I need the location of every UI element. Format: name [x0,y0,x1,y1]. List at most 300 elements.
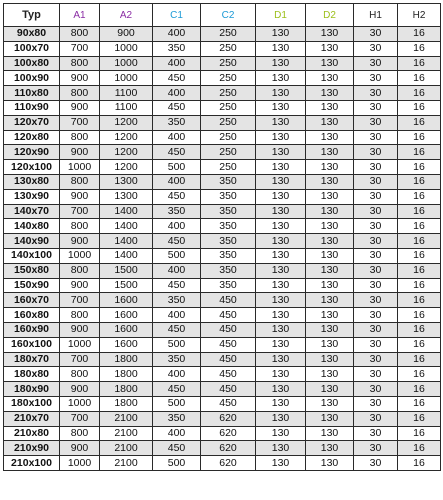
value-cell: 16 [398,411,441,426]
value-cell: 130 [256,426,306,441]
value-cell: 800 [60,56,100,71]
value-cell: 620 [201,411,256,426]
value-cell: 400 [153,86,201,101]
value-cell: 16 [398,263,441,278]
value-cell: 130 [306,100,354,115]
value-cell: 16 [398,145,441,160]
value-cell: 1000 [100,41,153,56]
value-cell: 130 [256,382,306,397]
column-header-c2: C2 [201,4,256,27]
table-row [4,248,441,263]
value-cell: 130 [306,293,354,308]
type-cell: 130x80 [4,174,60,189]
value-cell: 30 [354,219,398,234]
table-row [4,322,441,337]
value-cell: 900 [60,145,100,160]
value-cell: 130 [256,411,306,426]
value-cell: 1300 [100,174,153,189]
value-cell: 2100 [100,426,153,441]
table-row [4,130,441,145]
value-cell: 350 [153,204,201,219]
value-cell: 500 [153,396,201,411]
value-cell: 130 [256,189,306,204]
column-header-typ: Typ [4,4,60,27]
column-header-h2: H2 [398,4,441,27]
value-cell: 130 [306,145,354,160]
value-cell: 30 [354,382,398,397]
value-cell: 16 [398,426,441,441]
value-cell: 1600 [100,293,153,308]
value-cell: 130 [306,248,354,263]
value-cell: 130 [306,278,354,293]
value-cell: 350 [153,411,201,426]
value-cell: 250 [201,115,256,130]
type-cell: 180x100 [4,396,60,411]
value-cell: 30 [354,352,398,367]
value-cell: 1800 [100,352,153,367]
table-row [4,71,441,86]
value-cell: 350 [201,278,256,293]
type-cell: 160x70 [4,293,60,308]
table-row [4,263,441,278]
value-cell: 16 [398,278,441,293]
value-cell: 450 [153,71,201,86]
value-cell: 130 [306,86,354,101]
value-cell: 450 [153,234,201,249]
value-cell: 900 [60,382,100,397]
type-cell: 100x90 [4,71,60,86]
value-cell: 30 [354,41,398,56]
value-cell: 350 [153,115,201,130]
value-cell: 700 [60,204,100,219]
value-cell: 16 [398,352,441,367]
value-cell: 900 [60,322,100,337]
value-cell: 30 [354,130,398,145]
table-row [4,382,441,397]
value-cell: 130 [256,204,306,219]
value-cell: 450 [201,322,256,337]
value-cell: 130 [256,308,306,323]
value-cell: 400 [153,219,201,234]
value-cell: 800 [60,174,100,189]
value-cell: 350 [201,219,256,234]
type-cell: 150x90 [4,278,60,293]
value-cell: 400 [153,27,201,42]
value-cell: 1000 [60,160,100,175]
value-cell: 450 [201,308,256,323]
table-row [4,456,441,471]
dimension-table [3,3,441,471]
value-cell: 16 [398,189,441,204]
value-cell: 800 [60,27,100,42]
value-cell: 1000 [100,56,153,71]
type-cell: 120x90 [4,145,60,160]
value-cell: 1500 [100,263,153,278]
value-cell: 30 [354,174,398,189]
value-cell: 250 [201,56,256,71]
type-cell: 90x80 [4,27,60,42]
value-cell: 800 [60,219,100,234]
value-cell: 16 [398,248,441,263]
value-cell: 1200 [100,115,153,130]
value-cell: 130 [256,41,306,56]
table-row [4,308,441,323]
table-row [4,293,441,308]
column-header-c1: C1 [153,4,201,27]
value-cell: 16 [398,219,441,234]
value-cell: 1400 [100,234,153,249]
value-cell: 130 [256,441,306,456]
value-cell: 16 [398,308,441,323]
column-header-d1: D1 [256,4,306,27]
value-cell: 450 [201,352,256,367]
value-cell: 620 [201,426,256,441]
value-cell: 2100 [100,456,153,471]
type-cell: 100x80 [4,56,60,71]
value-cell: 450 [153,441,201,456]
table-header [4,4,441,27]
value-cell: 450 [201,337,256,352]
value-cell: 130 [306,352,354,367]
value-cell: 30 [354,234,398,249]
value-cell: 30 [354,100,398,115]
value-cell: 16 [398,396,441,411]
value-cell: 900 [60,441,100,456]
value-cell: 130 [306,322,354,337]
value-cell: 1600 [100,337,153,352]
type-cell: 110x90 [4,100,60,115]
value-cell: 130 [256,456,306,471]
value-cell: 30 [354,308,398,323]
value-cell: 1600 [100,322,153,337]
value-cell: 130 [306,382,354,397]
table-row [4,337,441,352]
type-cell: 180x70 [4,352,60,367]
value-cell: 700 [60,41,100,56]
value-cell: 350 [153,41,201,56]
value-cell: 130 [256,322,306,337]
table-row [4,189,441,204]
table-row [4,56,441,71]
value-cell: 1800 [100,396,153,411]
value-cell: 16 [398,234,441,249]
type-cell: 210x100 [4,456,60,471]
value-cell: 1300 [100,189,153,204]
table-row [4,174,441,189]
value-cell: 1100 [100,100,153,115]
value-cell: 130 [306,396,354,411]
type-cell: 140x80 [4,219,60,234]
value-cell: 450 [153,100,201,115]
value-cell: 130 [256,145,306,160]
value-cell: 450 [153,189,201,204]
value-cell: 30 [354,322,398,337]
value-cell: 900 [60,234,100,249]
value-cell: 30 [354,71,398,86]
type-cell: 130x90 [4,189,60,204]
value-cell: 30 [354,367,398,382]
value-cell: 130 [256,219,306,234]
value-cell: 1400 [100,219,153,234]
value-cell: 130 [256,56,306,71]
value-cell: 900 [100,27,153,42]
value-cell: 30 [354,248,398,263]
value-cell: 16 [398,337,441,352]
value-cell: 400 [153,56,201,71]
value-cell: 500 [153,337,201,352]
value-cell: 30 [354,27,398,42]
value-cell: 130 [256,263,306,278]
value-cell: 250 [201,71,256,86]
value-cell: 2100 [100,411,153,426]
value-cell: 16 [398,115,441,130]
value-cell: 30 [354,426,398,441]
table-row [4,396,441,411]
value-cell: 1000 [60,396,100,411]
value-cell: 16 [398,367,441,382]
table-row [4,441,441,456]
value-cell: 130 [306,263,354,278]
table-row [4,100,441,115]
column-header-h1: H1 [354,4,398,27]
value-cell: 130 [306,204,354,219]
value-cell: 16 [398,456,441,471]
value-cell: 30 [354,204,398,219]
value-cell: 900 [60,100,100,115]
table-row [4,27,441,42]
value-cell: 1400 [100,204,153,219]
table-row [4,219,441,234]
value-cell: 130 [256,27,306,42]
value-cell: 130 [256,174,306,189]
value-cell: 700 [60,293,100,308]
value-cell: 250 [201,130,256,145]
value-cell: 250 [201,27,256,42]
value-cell: 350 [153,293,201,308]
value-cell: 130 [306,115,354,130]
table-row [4,234,441,249]
value-cell: 130 [256,100,306,115]
value-cell: 800 [60,130,100,145]
type-cell: 210x70 [4,411,60,426]
value-cell: 130 [256,86,306,101]
value-cell: 450 [153,322,201,337]
type-cell: 140x70 [4,204,60,219]
value-cell: 30 [354,441,398,456]
value-cell: 130 [306,41,354,56]
value-cell: 1000 [60,248,100,263]
value-cell: 130 [306,426,354,441]
column-header-a1: A1 [60,4,100,27]
value-cell: 1400 [100,248,153,263]
table-body [4,27,441,471]
value-cell: 30 [354,160,398,175]
type-cell: 140x90 [4,234,60,249]
value-cell: 250 [201,145,256,160]
value-cell: 130 [256,71,306,86]
value-cell: 130 [306,130,354,145]
type-cell: 210x90 [4,441,60,456]
value-cell: 450 [153,278,201,293]
value-cell: 130 [306,27,354,42]
value-cell: 700 [60,115,100,130]
value-cell: 900 [60,189,100,204]
value-cell: 30 [354,189,398,204]
table-row [4,160,441,175]
table-row [4,204,441,219]
value-cell: 130 [306,441,354,456]
value-cell: 130 [306,219,354,234]
value-cell: 16 [398,441,441,456]
value-cell: 130 [256,130,306,145]
value-cell: 250 [201,86,256,101]
type-cell: 160x80 [4,308,60,323]
value-cell: 400 [153,308,201,323]
value-cell: 30 [354,293,398,308]
value-cell: 16 [398,382,441,397]
value-cell: 450 [201,396,256,411]
value-cell: 1000 [60,337,100,352]
value-cell: 130 [306,456,354,471]
value-cell: 350 [201,263,256,278]
type-cell: 120x80 [4,130,60,145]
value-cell: 130 [306,189,354,204]
value-cell: 800 [60,263,100,278]
value-cell: 130 [256,337,306,352]
value-cell: 500 [153,160,201,175]
value-cell: 130 [256,367,306,382]
value-cell: 500 [153,248,201,263]
value-cell: 350 [201,234,256,249]
value-cell: 400 [153,426,201,441]
value-cell: 450 [201,382,256,397]
value-cell: 130 [256,352,306,367]
value-cell: 400 [153,130,201,145]
value-cell: 16 [398,293,441,308]
value-cell: 16 [398,41,441,56]
type-cell: 180x90 [4,382,60,397]
value-cell: 16 [398,322,441,337]
value-cell: 350 [153,352,201,367]
value-cell: 130 [256,248,306,263]
value-cell: 450 [153,382,201,397]
value-cell: 130 [306,337,354,352]
value-cell: 30 [354,115,398,130]
value-cell: 450 [153,145,201,160]
value-cell: 30 [354,411,398,426]
value-cell: 1800 [100,382,153,397]
value-cell: 500 [153,456,201,471]
value-cell: 130 [306,367,354,382]
value-cell: 30 [354,396,398,411]
value-cell: 130 [306,160,354,175]
type-cell: 100x70 [4,41,60,56]
table-row [4,411,441,426]
value-cell: 16 [398,100,441,115]
value-cell: 1000 [100,71,153,86]
value-cell: 350 [201,248,256,263]
table-row [4,352,441,367]
value-cell: 30 [354,145,398,160]
value-cell: 400 [153,263,201,278]
type-cell: 120x70 [4,115,60,130]
column-header-a2: A2 [100,4,153,27]
value-cell: 130 [256,278,306,293]
value-cell: 130 [306,234,354,249]
value-cell: 16 [398,204,441,219]
column-header-d2: D2 [306,4,354,27]
type-cell: 210x80 [4,426,60,441]
value-cell: 1000 [60,456,100,471]
type-cell: 110x80 [4,86,60,101]
value-cell: 1200 [100,145,153,160]
value-cell: 900 [60,278,100,293]
value-cell: 16 [398,130,441,145]
table-row [4,115,441,130]
value-cell: 130 [306,174,354,189]
value-cell: 130 [256,115,306,130]
value-cell: 620 [201,441,256,456]
type-cell: 180x80 [4,367,60,382]
table-row [4,41,441,56]
value-cell: 30 [354,263,398,278]
value-cell: 130 [256,293,306,308]
value-cell: 130 [306,308,354,323]
table-row [4,426,441,441]
value-cell: 30 [354,278,398,293]
value-cell: 800 [60,367,100,382]
type-cell: 160x90 [4,322,60,337]
value-cell: 30 [354,56,398,71]
value-cell: 450 [201,293,256,308]
value-cell: 130 [306,56,354,71]
table-row [4,86,441,101]
table-row [4,145,441,160]
header-row [4,4,441,27]
table-row [4,367,441,382]
value-cell: 1600 [100,308,153,323]
value-cell: 2100 [100,441,153,456]
value-cell: 400 [153,174,201,189]
value-cell: 1100 [100,86,153,101]
value-cell: 1500 [100,278,153,293]
value-cell: 700 [60,411,100,426]
value-cell: 350 [201,174,256,189]
value-cell: 16 [398,174,441,189]
value-cell: 130 [256,234,306,249]
value-cell: 800 [60,426,100,441]
value-cell: 30 [354,337,398,352]
type-cell: 140x100 [4,248,60,263]
value-cell: 130 [306,71,354,86]
value-cell: 1800 [100,367,153,382]
value-cell: 16 [398,160,441,175]
value-cell: 16 [398,56,441,71]
value-cell: 700 [60,352,100,367]
value-cell: 350 [201,189,256,204]
type-cell: 150x80 [4,263,60,278]
value-cell: 800 [60,308,100,323]
value-cell: 800 [60,86,100,101]
value-cell: 16 [398,86,441,101]
value-cell: 250 [201,41,256,56]
value-cell: 16 [398,27,441,42]
value-cell: 130 [256,160,306,175]
value-cell: 130 [306,411,354,426]
value-cell: 1200 [100,130,153,145]
value-cell: 1200 [100,160,153,175]
table-row [4,278,441,293]
